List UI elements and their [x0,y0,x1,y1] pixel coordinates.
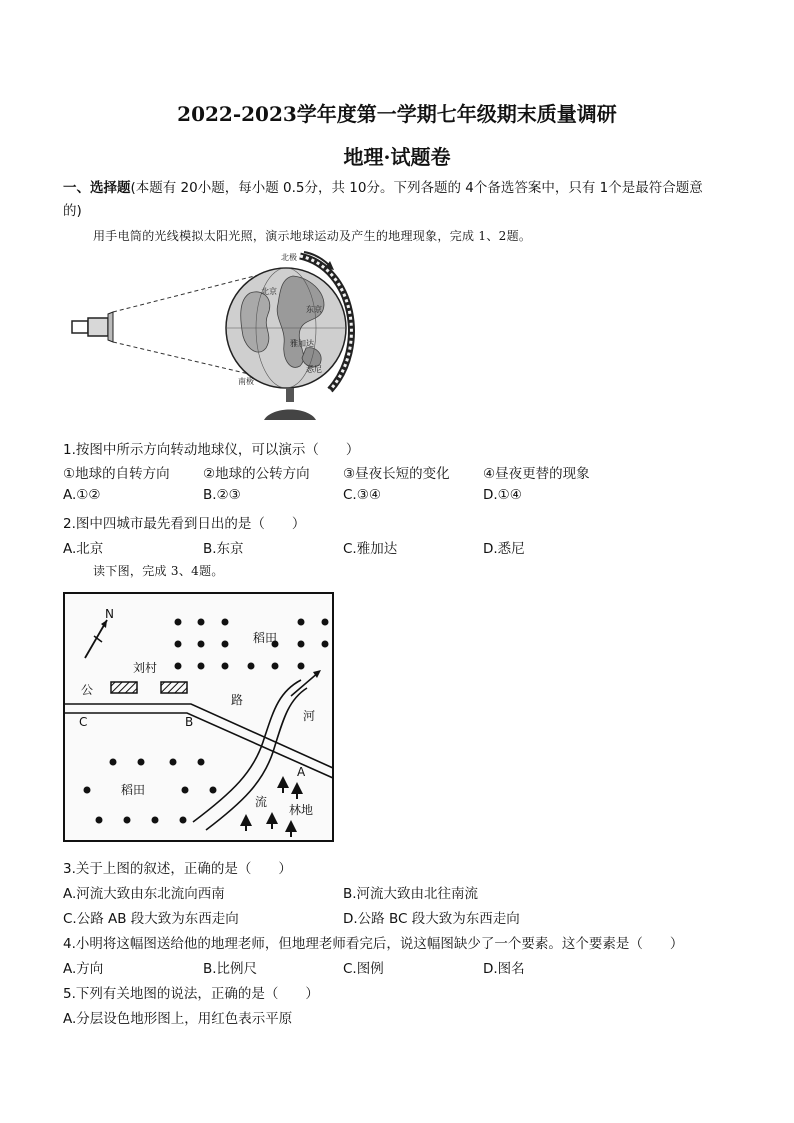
q2-option-b: B.东京 [203,541,244,557]
q2-option-c: C.雅加达 [343,541,398,557]
q1-statement-3: ③昼夜长短的变化 [343,466,450,482]
q2-option-d: D.悉尼 [483,541,525,557]
section-instruction-line2: 的) [63,203,82,219]
road-char-2: 路 [231,693,244,707]
point-a-label: A [297,765,306,779]
q4-option-b: B.比例尺 [203,961,258,977]
q1-statement-4: ④昼夜更替的现象 [483,466,590,482]
q4-stem: 4.小明将这幅图送给他的地理老师，但地理老师看完后，说这幅图缺少了一个要素。这个要素是（ ） [63,936,684,952]
q5-stem: 5.下列有关地图的说法，正确的是（ ） [63,986,319,1002]
q3-option-c: C.公路 AB 段大致为东西走向 [63,911,239,927]
q1-statement-2: ②地球的公转方向 [203,466,310,482]
globe-icon [226,252,351,420]
paddy-label-top: 稻田 [253,631,278,645]
q1-option-c: C.③④ [343,487,381,503]
q3-option-a: A.河流大致由东北流向西南 [63,886,225,902]
intro-q3-4: 读下图，完成 3、4题。 [93,564,224,578]
flashlight-icon [72,312,113,342]
q3-stem: 3.关于上图的叙述，正确的是（ ） [63,861,292,877]
q2-stem: 2.图中四城市最先看到日出的是（ ） [63,516,306,532]
q4-option-a: A.方向 [63,961,104,977]
section-instruction-line1: (本题有 20小题，每小题 0.5分，共 10分。下列各题的 4个备选答案中，只有 1个是最符合题意 [130,180,703,196]
north-pole-label: 北极 [281,253,297,262]
river-char-2: 流 [255,795,268,809]
section-heading: 一、选择题 [63,180,131,196]
road-char-1: 公 [81,683,94,697]
beijing-label: 北京 [261,287,277,296]
map-figure [63,592,334,842]
globe-figure [68,248,368,428]
q3-option-b: B.河流大致由北往南流 [343,886,479,902]
page-title: 2022-2023学年度第一学期七年级期末质量调研 [177,102,617,126]
q1-statement-1: ①地球的自转方向 [63,466,170,482]
intro-q1-2: 用手电筒的光线模拟太阳光照，演示地球运动及产生的地理现象，完成 1、2题。 [93,229,532,243]
point-b-label: B [185,715,194,729]
village-label: 刘村 [133,661,158,675]
north-label: N [105,607,114,621]
page-subtitle: 地理·试题卷 [343,145,451,169]
jakarta-label: 雅加达 [290,339,314,348]
q4-option-c: C.图例 [343,961,384,977]
q1-option-a: A.①② [63,487,101,503]
q1-option-b: B.②③ [203,487,241,503]
section-instructions [63,176,703,196]
q4-option-d: D.图名 [483,961,525,977]
river-char-1: 河 [303,709,316,723]
point-c-label: C [79,715,88,729]
q1-option-d: D.①④ [483,487,522,503]
q1-stem: 1.按图中所示方向转动地球仪，可以演示（ ） [63,442,360,458]
q3-option-d: D.公路 BC 段大致为东西走向 [343,911,520,927]
forest-label: 林地 [289,803,314,817]
paddy-label-bottom: 稻田 [121,783,146,797]
tokyo-label: 东京 [306,305,322,314]
q2-option-a: A.北京 [63,541,104,557]
south-pole-label: 南极 [238,377,254,386]
q5-option-a: A.分层设色地形图上，用红色表示平原 [63,1011,293,1027]
sydney-label: 悉尼 [306,365,322,374]
